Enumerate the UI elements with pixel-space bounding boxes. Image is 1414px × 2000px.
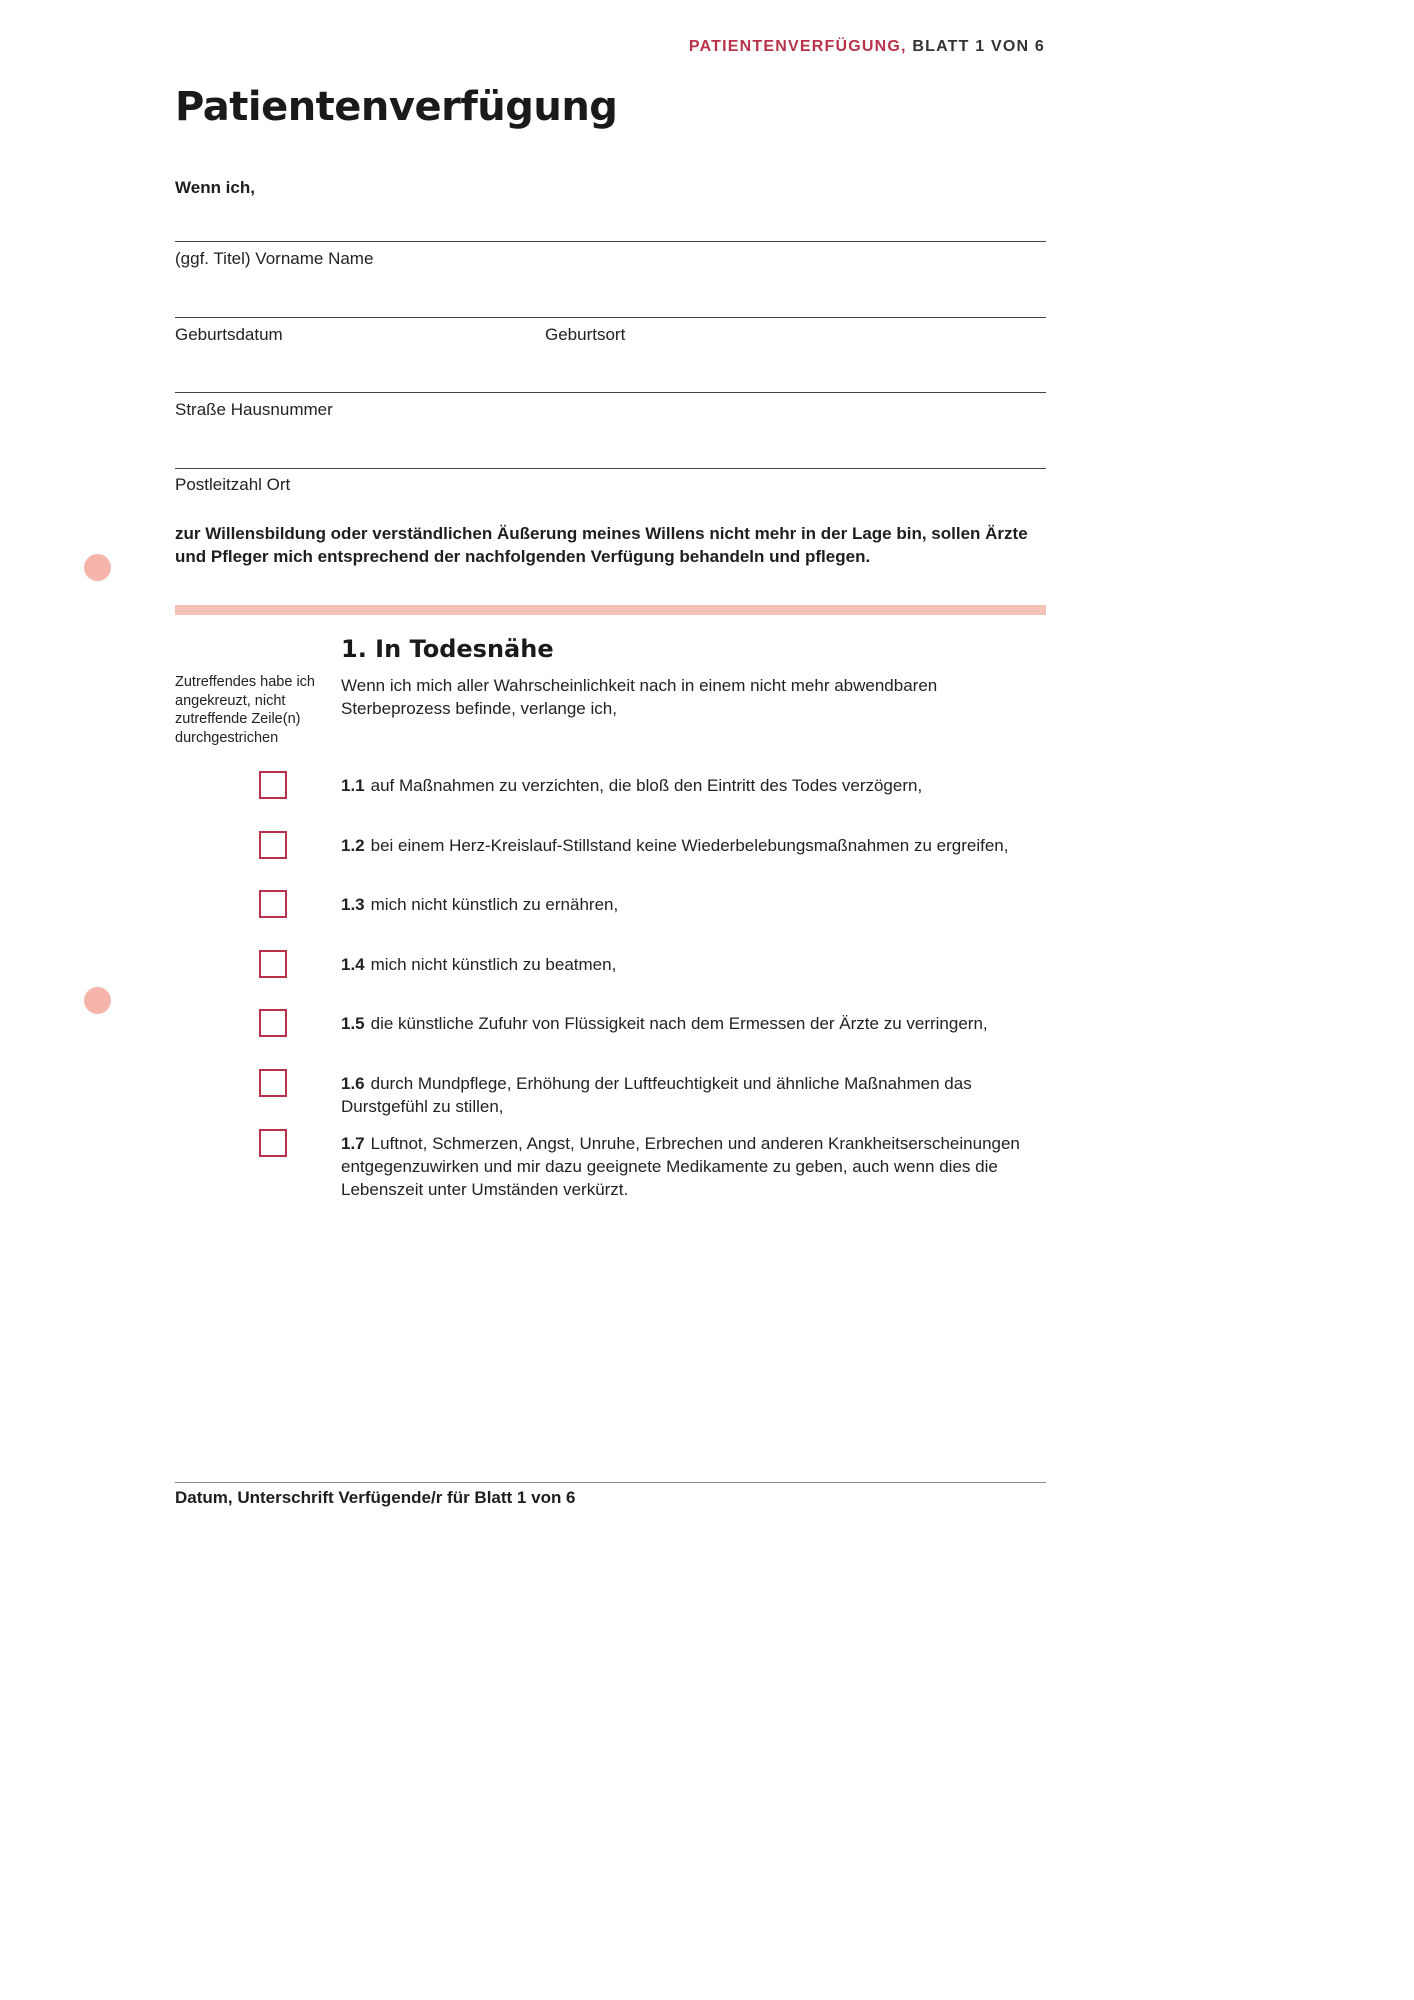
street-field-line[interactable] (175, 392, 1046, 393)
option-text: mich nicht künstlich zu ernähren, (370, 895, 619, 914)
signature-label: Datum, Unterschrift Verfügende/r für Blatt 1 von 6 (175, 1488, 576, 1507)
option-number: 1.4 (341, 955, 365, 974)
option-number: 1.6 (341, 1074, 365, 1093)
header-page-indicator: BLATT 1 VON 6 (912, 38, 1045, 55)
checkbox-1-6[interactable] (259, 1069, 287, 1097)
option-text: auf Maßnahmen zu verzichten, die bloß den Eintritt des Todes verzögern, (370, 776, 923, 795)
intro-text: Wenn ich, (175, 178, 255, 197)
page-title: Patientenverfügung (175, 84, 618, 130)
option-text: bei einem Herz-Kreislauf-Stillstand keine Wiederbelebungsmaßnahmen zu ergreifen, (370, 836, 1009, 855)
section-lead-text: Wenn ich mich aller Wahrscheinlichkeit nach in einem nicht mehr abwendbaren Sterbeprozess befinde, verlange ich, (341, 676, 938, 718)
checkbox-1-7[interactable] (259, 1129, 287, 1157)
checkbox-1-5[interactable] (259, 1009, 287, 1037)
option-number: 1.5 (341, 1014, 365, 1033)
instruction-note: Zutreffendes habe ich angekreuzt, nicht zutreffende Zeile(n) durchgestrichen (175, 674, 315, 746)
option-text: die künstliche Zufuhr von Flüssigkeit nach dem Ermessen der Ärzte zu verringern, (370, 1014, 988, 1033)
punch-hole-marker-bottom (84, 987, 111, 1014)
statement-paragraph: zur Willensbildung oder verständlichen Äußerung meines Willens nicht mehr in der Lage bin, sollen Ärzte und Pfleger mich entsprechend der nachfolgenden Verfügung behandeln und pflegen. (175, 524, 1028, 566)
checkbox-1-1[interactable] (259, 771, 287, 799)
section-heading: 1. In Todesnähe (341, 635, 554, 663)
city-field-label: Postleitzahl Ort (175, 475, 291, 494)
option-item-1-2 (341, 834, 1056, 857)
option-number: 1.2 (341, 836, 365, 855)
checkbox-1-4[interactable] (259, 950, 287, 978)
birth-field-line[interactable] (175, 317, 1046, 318)
city-field-line[interactable] (175, 468, 1046, 469)
option-item-1-4 (341, 953, 1056, 976)
header-document-name: PATIENTENVERFÜGUNG, (688, 38, 907, 55)
option-number: 1.1 (341, 776, 365, 795)
punch-hole-marker-top (84, 554, 111, 581)
option-item-1-3 (341, 893, 1056, 916)
birthdate-field-label: Geburtsdatum (175, 325, 283, 344)
option-item-1-1 (341, 774, 1056, 797)
checkbox-1-3[interactable] (259, 890, 287, 918)
birthplace-field-label: Geburtsort (545, 325, 626, 344)
option-text: Luftnot, Schmerzen, Angst, Unruhe, Erbrechen und anderen Krankheitserscheinungen entgegenzuwirken und mir dazu geeignete Medikamente zu geben, auch wenn dies die Lebenszeit unter Umständen verkürzt. (341, 1134, 1020, 1199)
checkbox-1-2[interactable] (259, 831, 287, 859)
option-text: durch Mundpflege, Erhöhung der Luftfeuchtigkeit und ähnliche Maßnahmen das Durstgefühl zu stillen, (341, 1074, 972, 1116)
section-divider-band (175, 605, 1046, 615)
signature-line[interactable] (175, 1482, 1046, 1483)
option-text: mich nicht künstlich zu beatmen, (370, 955, 617, 974)
name-field-line[interactable] (175, 241, 1046, 242)
name-field-label: (ggf. Titel) Vorname Name (175, 249, 374, 268)
option-item-1-5 (341, 1012, 1056, 1035)
option-number: 1.3 (341, 895, 365, 914)
page-header (689, 38, 1045, 56)
option-item-1-7 (341, 1132, 1041, 1201)
option-item-1-6 (341, 1072, 1041, 1118)
street-field-label: Straße Hausnummer (175, 400, 333, 419)
option-number: 1.7 (341, 1134, 365, 1153)
